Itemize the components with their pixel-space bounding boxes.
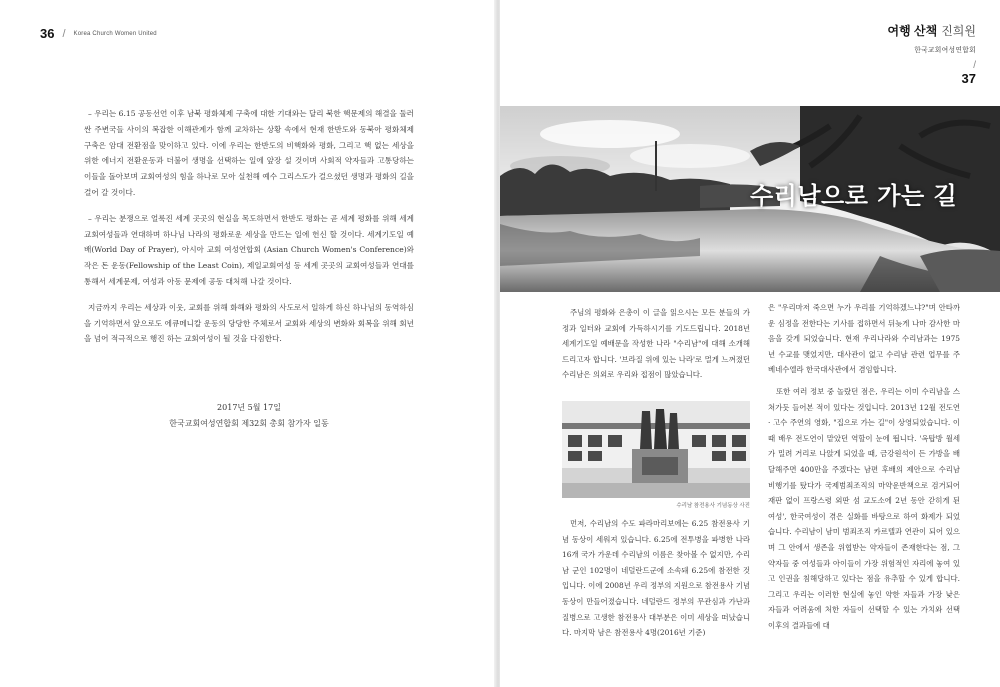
right-page bbox=[500, 0, 1000, 687]
declaration-date: 2017년 5월 17일 bbox=[217, 403, 281, 412]
right-page-number: 37 bbox=[961, 71, 976, 86]
hero-title: 수리남으로 가는 길 bbox=[750, 182, 958, 210]
article-paragraph-film: 또한 여러 정보 중 놀랐던 점은, 우리는 이미 수리남을 스쳐가듯 들어본 적이 있다는 것입니다. 2013년 12월 전도연 · 고수 주연의 영화, "집으로 가는 길"이 상영되었습니다. 이 때 배우 전도연이 맡았던 역할이 눈에 띕니다. '옥탑방 월세가 밀려 거리로 나앉게 되었을 때, 금강원석이 든 가방을 배달해주면 400만을 주겠다는 남편 후배의 제안으로 수리남 비행기를 탔다가 국제범죄조직의 마약운반책으로 검거되어 재판 없이 프랑스령 외딴 섬 교도소에 2년 동안 갇히게 된 여성', 한국여성이 겪은 실화를 바탕으로 하여 화제가 되었습니다. 수리남이 남미 범죄조직 카르텔과 연관이 되어 있으며 그 안에서 생존을 위협받는 약자들이 존재한다는 점, 그 약자들 중 여성들과 아이들이 가장 위험적인 자리에 놓여 있고 인권을 침해당하고 있다는 점을 유추할 수 있게 합니다. 그리고 우리는 이러한 현실에 놓인 약한 자들과 가장 낮은 자들과 어려움에 처한 자들이 선택할 수 있는 가치와 선택 이후의 결과들에 대 bbox=[768, 386, 960, 630]
left-folio bbox=[40, 26, 157, 41]
folio-slash-right: / bbox=[973, 60, 976, 71]
right-header bbox=[888, 22, 976, 86]
left-org-name: Korea Church Women United bbox=[73, 30, 157, 37]
hero-photo bbox=[500, 106, 1000, 292]
declaration-body bbox=[84, 106, 414, 357]
author-name: 진희원 bbox=[941, 24, 976, 38]
signature-block bbox=[84, 400, 414, 432]
right-org-name: 한국교회여성연합회 bbox=[914, 47, 976, 54]
declaration-paragraph-2: – 우리는 분쟁으로 얼룩진 세계 곳곳의 현실을 목도하면서 한반도 평화는 곧 세계 평화를 위해 세계교회여성들과 연대하며 하나님 나라의 평화로운 세상을 만드는 일에 헌신 할 것이다. 세계기도일 예배(World Day of Prayer), 아시아 교회 여성연합회 (Asian Church Women's Conference)와 작은 돈 운동(Fellowship of the Least Coin), 제일교회여성 등 세계 곳곳의 교회여성들과 연대를 통해서 세계문제, 여성과 아동 문제에 공동 대처해 나갈 것이다. bbox=[84, 213, 414, 286]
article-column-1-top bbox=[562, 305, 750, 383]
left-page bbox=[0, 0, 496, 687]
photo-caption: 수리남 참전용사 기념동상 사진 bbox=[676, 503, 750, 509]
folio-slash: / bbox=[62, 27, 66, 40]
monument-photo bbox=[562, 401, 750, 498]
article-paragraph-monument: 먼저, 수리남의 수도 파라마리보에는 6.25 참전용사 기념 동상이 세워져 있습니다. 6.25에 전투병을 파병한 나라 16개 국가 가운데 수리남의 이름은 찾아볼 수 없지만, 수리남 군인 102명이 네덜란드군에 소속돼 6.25에 참전한 것입니다. 이에 2008년 우리 정부의 지원으로 참전용사 기념 동상이 만들어졌습니다. 네덜란드 정부의 무관심과 가난과 질병으로 고생한 참전용사 대부분은 이미 세상을 떠났습니다. 마지막 남은 참전용사 4명(2016년 기준) bbox=[562, 519, 750, 638]
declaration-signatory: 한국교회여성연합회 제32회 총회 참가자 일동 bbox=[169, 419, 329, 428]
article-paragraph-intro: 주님의 평화와 은총이 이 글을 읽으시는 모든 분들의 가정과 일터와 교회에 가득하시기를 기도드립니다. 2018년 세계기도일 예배문을 작성한 나라 "수리남"에 대해 소개해 드리고자 합니다. '브라질 위에 있는 나라'로 멀게 느껴졌던 수리남은 의외로 우리와 접점이 많았습니다. bbox=[562, 308, 750, 380]
monument-image bbox=[562, 401, 750, 498]
article-column-2 bbox=[768, 300, 960, 633]
article-paragraph-veterans: 은 "우리마저 죽으면 누가 우리를 기억하겠느냐?"며 안타까운 심정을 전한다는 기사를 접하면서 뒤늦게 나마 감사한 마음을 갖게 되었습니다. 현재 우리나라와 수리남과는 1975년 수교를 맺었지만, 대사관이 없고 수리남 관련 업무를 주 베네수엘라 한국대사관에서 겸임합니다. bbox=[768, 303, 960, 375]
article-column-1-bottom bbox=[562, 516, 750, 641]
section-title-row bbox=[888, 22, 976, 39]
declaration-paragraph-3: 지금까지 우리는 세상과 이웃, 교회를 위해 화해와 평화의 사도로서 일하게 하신 하나님의 동역하심을 기억하면서 앞으로도 에큐메니칼 운동의 당당한 주체로서 교회와 세상의 변화와 회복을 위해 회년을 넘어 적극적으로 행진 하는 교회여성이 될 것을 다짐한다. bbox=[84, 302, 414, 344]
left-page-number: 36 bbox=[40, 26, 55, 41]
section-name: 여행 산책 bbox=[887, 24, 938, 38]
declaration-paragraph-1: – 우리는 6.15 공동선언 이후 남북 평화체제 구축에 대한 기대와는 달리 북한 핵문제의 해결을 둘러싼 주변국들 사이의 복잡한 이해관계가 함께 교차하는 상황 속에서 현재 한반도와 동북아 평화체제 구축은 암대 전환점을 맞이하고 있다. 이에 우리는 한반도의 비핵화와 평화, 그리고 핵 없는 세상을 위한 에너지 전환운동과 더불어 생명을 선택하는 일에 앞장 설 것이며 사회적 약자들과 고통당하는 이들을 돌아보며 교회여성의 힘을 하나로 모아 실천해 예수 그리스도가 걸으셨던 생명과 평화의 길을 걸어 갈 것이다. bbox=[84, 109, 414, 197]
